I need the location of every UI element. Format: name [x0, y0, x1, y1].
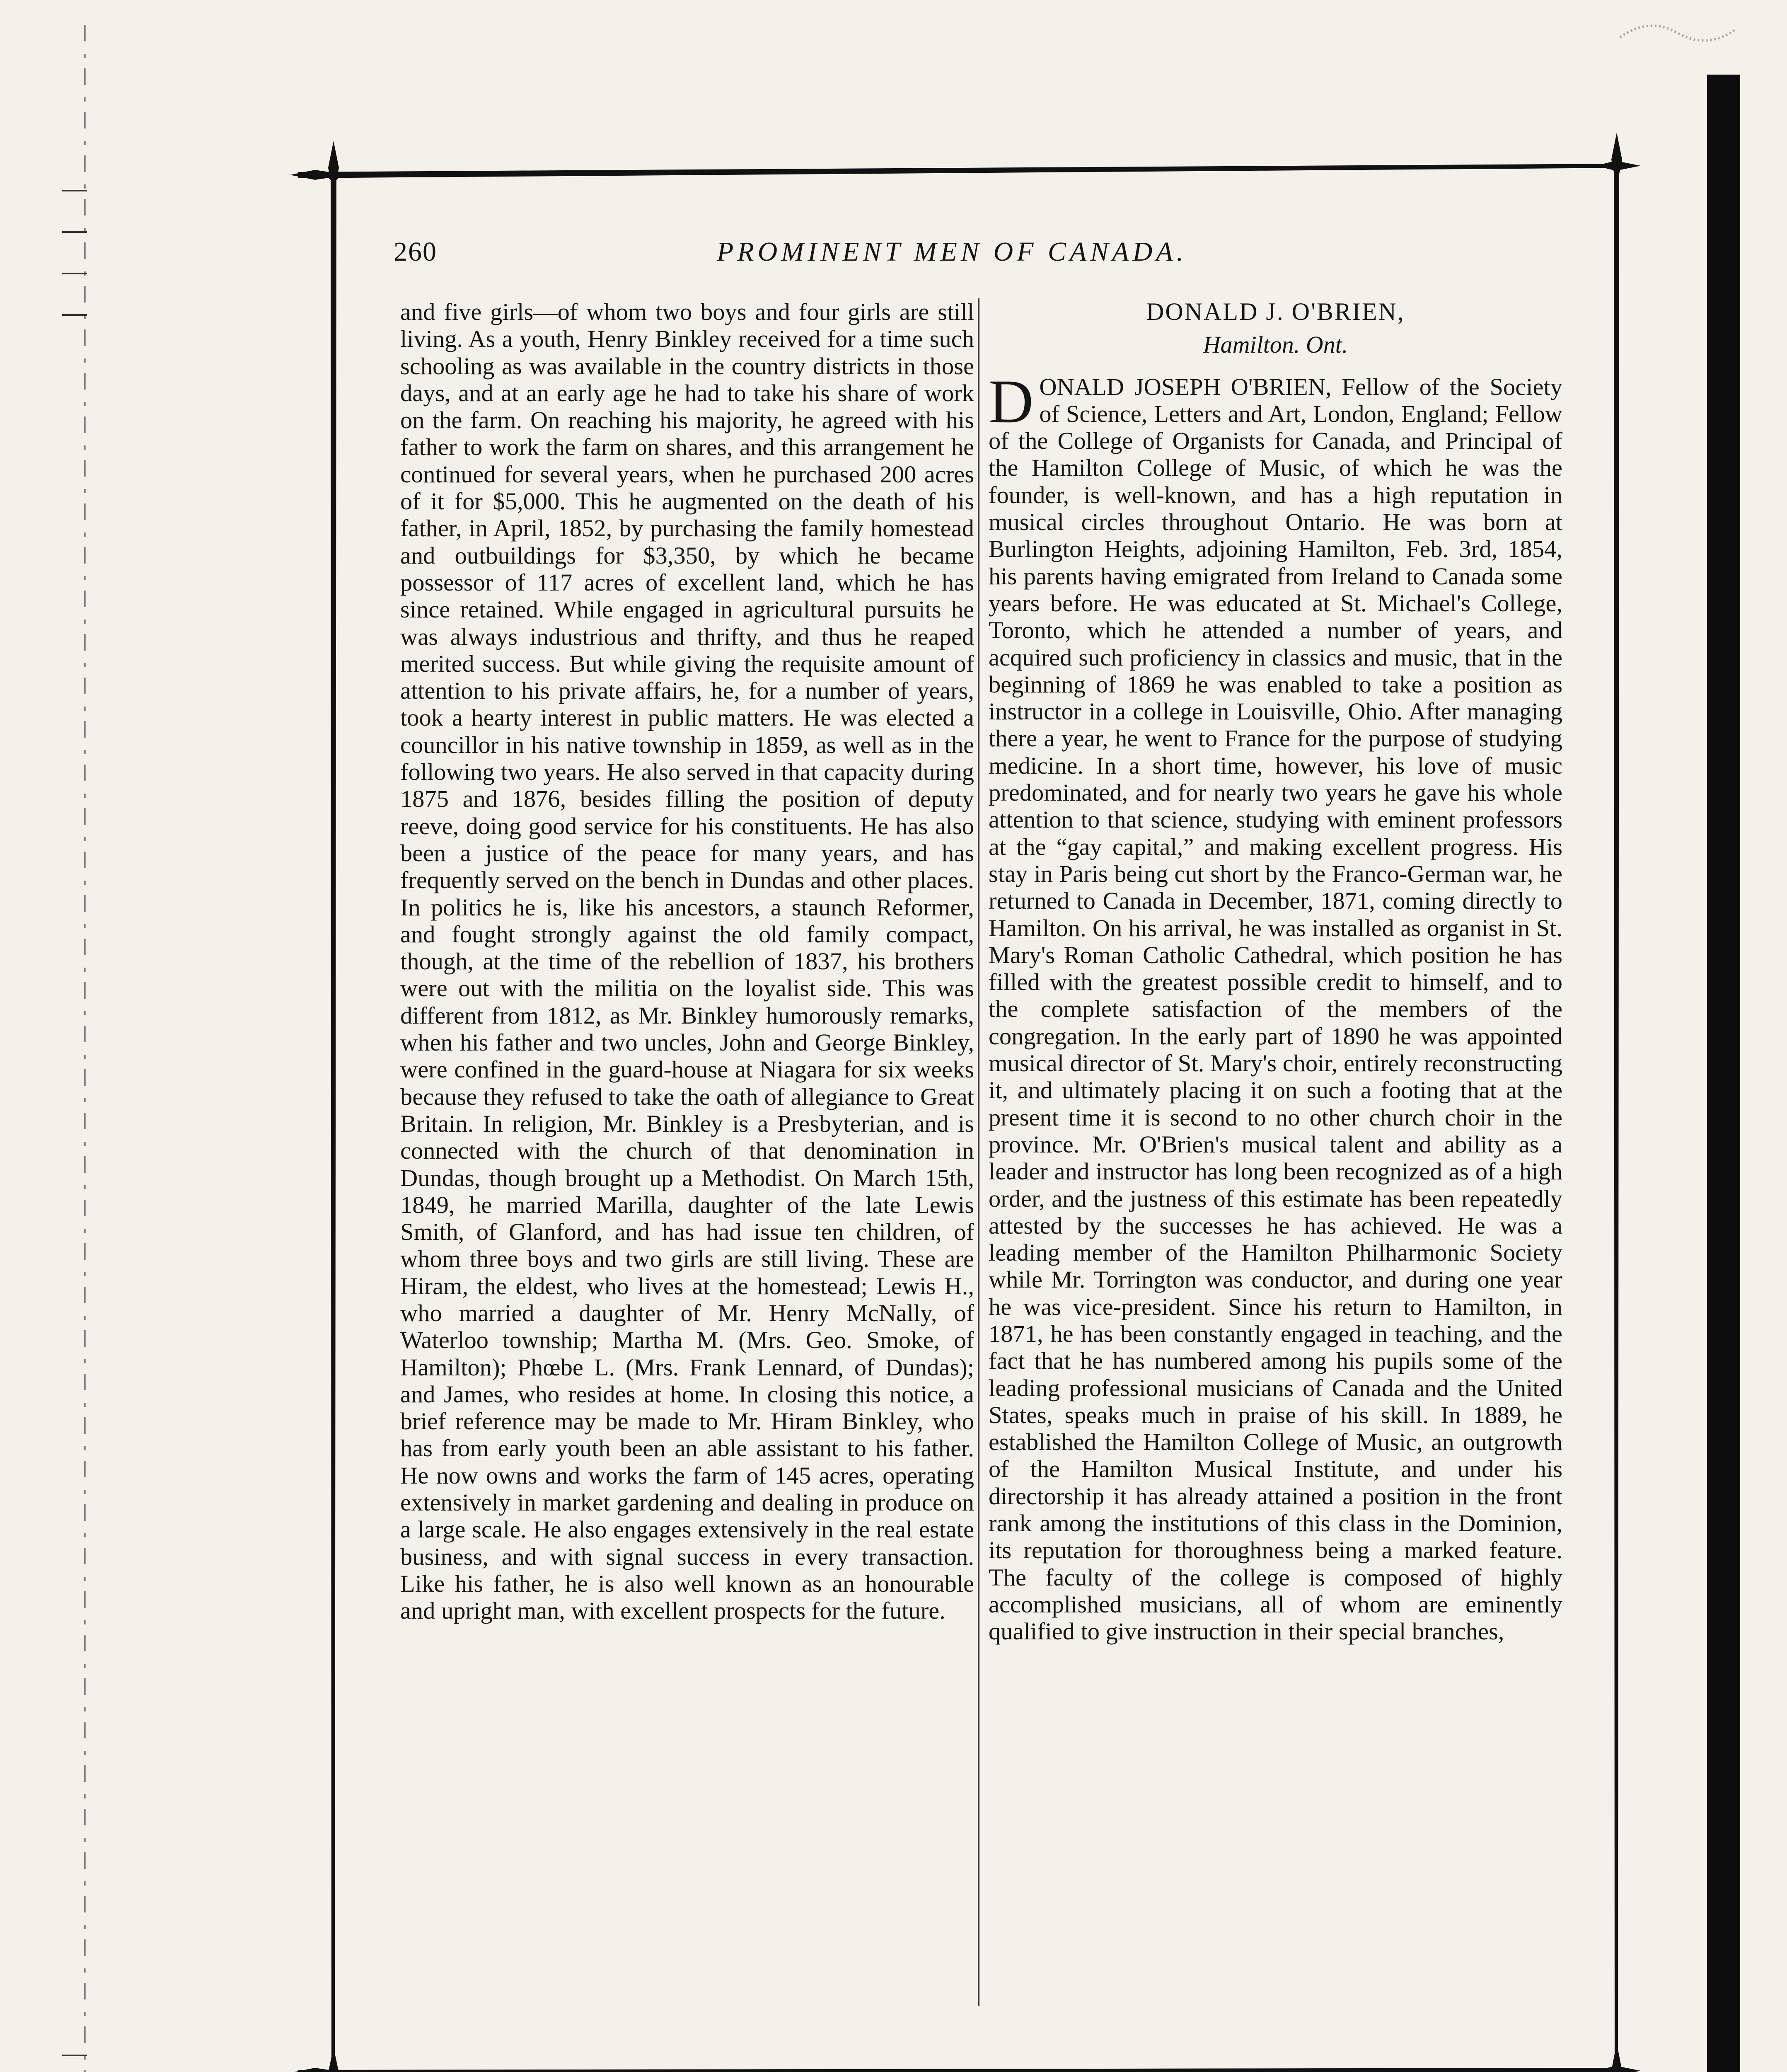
page-header	[394, 236, 1608, 282]
left-column-text: and five girls—of whom two boys and four girls are still living. As a youth, Henry Binkley received for a time such schooling as was available in the country districts in those days, and at an early age he had to take his share of work on the farm. On reaching his majority, he agreed with his father to work the farm on shares, and this arrangement he continued for several years, when he purchased 200 acres of it for $5,000. This he augmented on the death of his father, in April, 1852, by purchasing the family homestead and outbuildings for $3,350, by which he became possessor of 117 acres of excellent land, which he has since retained. While engaged in agricultural pursuits he was always industrious and thrifty, and thus he reaped merited success. But while giving the requisite amount of attention to his private affairs, he, for a number of years, took a hearty interest in public matters. He was elected a councillor in his native township in 1859, as well as in the following two years. He also served in that capacity during 1875 and 1876, besides filling the position of deputy reeve, doing good service for his constituents. He has also been a justice of the peace for many years, and has frequently served on the bench in Dundas and other places. In politics he is, like his ancestors, a staunch Reformer, and fought strongly against the old family compact, though, at the time of the rebellion of 1837, his brothers were out with the militia on the loyalist side. This was different from 1812, as Mr. Binkley humorously remarks, when his father and two uncles, John and George Binkley, were confined in the guard-house at Niagara for six weeks because they refused to take the oath of allegiance to Great Britain. In religion, Mr. Binkley is a Presbyterian, and is connected with the church of that denomination in Dundas, though brought up a Methodist. On March 15th, 1849, he married Marilla, daughter of the late Lewis Smith, of Glanford, and has had issue ten children, of whom three boys and two girls are still living. These are Hiram, the eldest, who lives at the homestead; Lewis H., who married a daughter of Mr. Henry McNally, of Waterloo township; Martha M. (Mrs. Geo. Smoke, of Hamilton); Phœbe L. (Mrs. Frank Lennard, of Dundas); and James, who resides at home. In closing this notice, a brief reference may be made to Mr. Hiram Binkley, who has from early youth been an able assistant to his father. He now owns and works the farm of 145 acres, operating extensively in market gardening and dealing in produce on a large scale. He also engages extensively in the real estate business, and with signal success in every transaction. Like his father, he is also well known as an honourable and upright man, with excellent prospects for the future.	[400, 298, 974, 1624]
article-location: Hamilton. Ont.	[1203, 331, 1348, 358]
page-number: 260	[394, 237, 437, 267]
article-body	[989, 367, 1562, 1645]
binding-marks	[46, 0, 112, 2072]
drop-cap: D	[989, 367, 1034, 436]
right-column	[989, 298, 1562, 1645]
article-title: DONALD J. O'BRIEN,	[1146, 298, 1405, 325]
page-edge-shadow	[1707, 75, 1740, 2072]
column-divider	[978, 298, 979, 2006]
paper-wear-mark	[1616, 12, 1740, 58]
article-body-text: ONALD JOSEPH O'BRIEN, Fellow of the Society of Science, Letters and Art, London, England; Fellow of the College of Organists for Canada, and Principal of the Hamilton College of Music, of which he was the founder, is well-known, and has a high reputation in musical circles throughout Ontario. He was born at Burlington Heights, adjoining Hamilton, Feb. 3rd, 1854, his parents having emigrated from Ireland to Canada some years before. He was educated at St. Michael's College, Toronto, which he attended a number of years, and acquired such proficiency in classics and music, that in the beginning of 1869 he was enabled to take a position as instructor in a college in Louisville, Ohio. After managing there a year, he went to France for the purpose of studying medicine. In a short time, however, his love of music predominated, and for nearly two years he gave his whole attention to that science, studying with eminent professors at the “gay capital,” and making excellent progress. His stay in Paris being cut short by the Franco-German war, he returned to Canada in December, 1871, coming directly to Hamilton. On his arrival, he was installed as organist in St. Mary's Roman Catholic Cathedral, which position he has filled with the greatest possible credit to himself, and to the complete satisfaction of the members of the congregation. In the early part of 1890 he was appointed musical director of St. Mary's choir, entirely reconstructing it, and ultimately placing it on such a footing that at the present time it is second to no other church choir in the province. Mr. O'Brien's musical talent and ability as a leader and instructor has long been recognized as of a high order, and the justness of this estimate has been repeatedly attested by the successes he has achieved. He was a leading member of the Hamilton Philharmonic Society while Mr. Torrington was conductor, and during one year he was vice-president. Since his return to Hamilton, in 1871, he has been constantly engaged in teaching, and the fact that he has numbered among his pupils some of the leading professional musicians of Canada and the United States, speaks much in praise of his skill. In 1889, he established the Hamilton College of Music, an outgrowth of the Hamilton Musical Institute, and under his directorship it has already attained a position in the front rank among the institutions of this class in the Dominion, its reputation for thoroughness being a marked feature. The faculty of the college is composed of highly accomplished musicians, all of whom are eminently qualified to give instruction in their special branches,	[989, 373, 1562, 1645]
running-head: PROMINENT MEN OF CANADA.	[717, 237, 1187, 267]
left-column	[400, 298, 974, 1624]
